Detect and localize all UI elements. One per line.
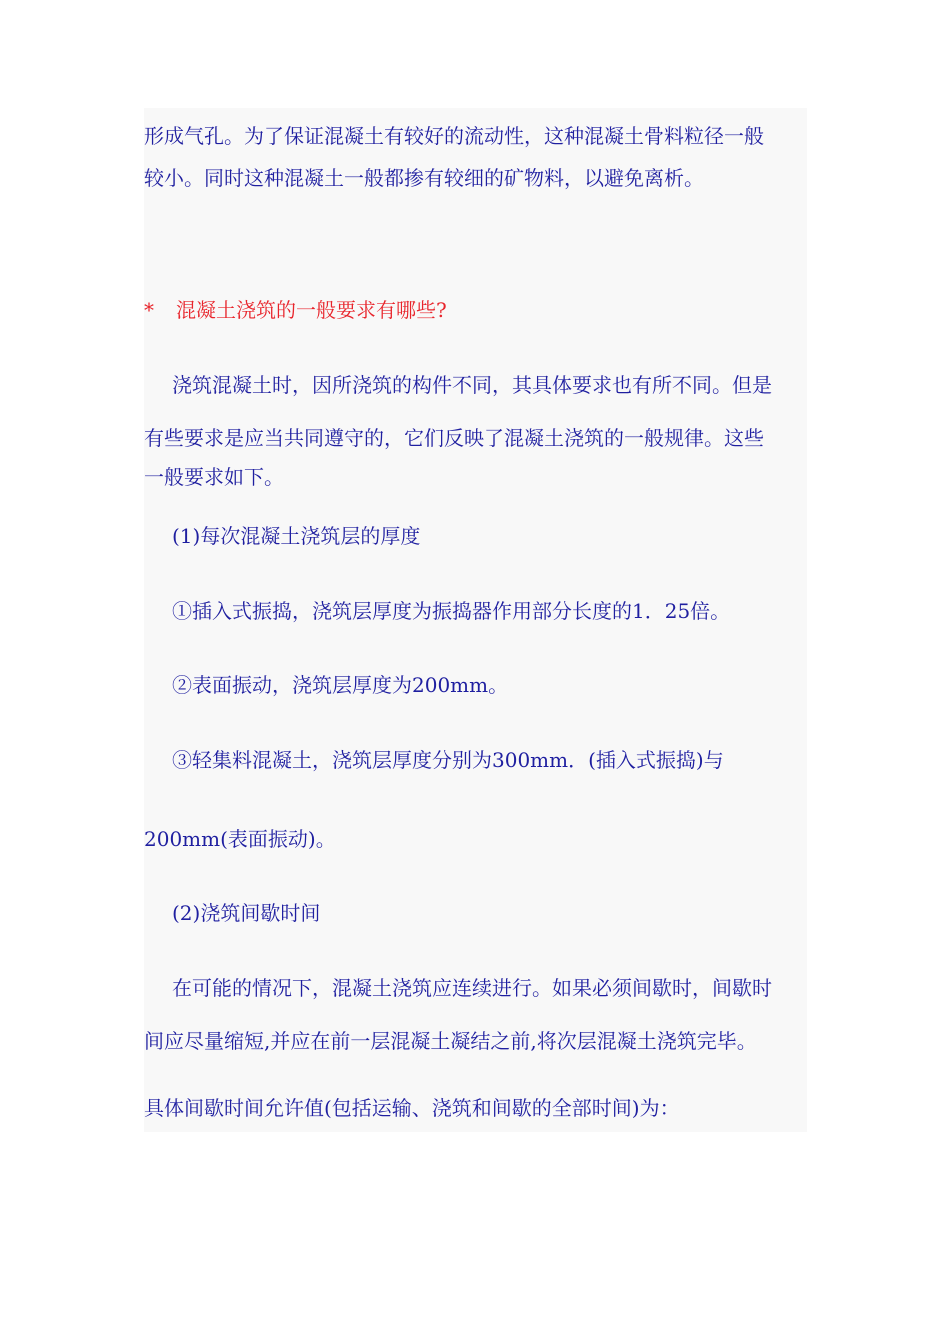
item2-line-1: 在可能的情况下，混凝土浇筑应连续进行。如果必须间歇时，间歇时 [172,976,772,1000]
general-line-2: 有些要求是应当共同遵守的，它们反映了混凝土浇筑的一般规律。这些 [144,426,764,450]
item2-line-2: 间应尽量缩短,并应在前一层混凝土凝结之前,将次层混凝土浇筑完毕。 [144,1029,757,1053]
item1-point-c-line-2: 200mm(表面振动)。 [144,827,336,851]
intro-line-1: 形成气孔。为了保证混凝土有较好的流动性，这种混凝土骨料粒径一般 [144,124,764,148]
item1-point-b: ②表面振动，浇筑层厚度为200mm。 [172,673,509,697]
item1-point-c-line-1: ③轻集料混凝土，浇筑层厚度分别为300mm．(插入式振捣)与 [172,748,724,772]
question-text: 混凝土浇筑的一般要求有哪些? [176,298,447,322]
general-line-3: 一般要求如下。 [144,465,284,489]
question-heading [144,296,447,324]
item1-title: (1)每次混凝土浇筑层的厚度 [172,524,421,548]
item1-point-a: ①插入式振捣，浇筑层厚度为振捣器作用部分长度的1．25倍。 [172,599,731,623]
question-bullet: * [144,298,154,322]
item2-line-3: 具体间歇时间允许值(包括运输、浇筑和间歇的全部时间)为： [144,1096,680,1120]
intro-line-2: 较小。同时这种混凝土一般都掺有较细的矿物料，以避免离析。 [144,166,704,190]
general-line-1: 浇筑混凝土时，因所浇筑的构件不同，其具体要求也有所不同。但是 [172,373,772,397]
item2-title: (2)浇筑间歇时间 [172,901,321,925]
